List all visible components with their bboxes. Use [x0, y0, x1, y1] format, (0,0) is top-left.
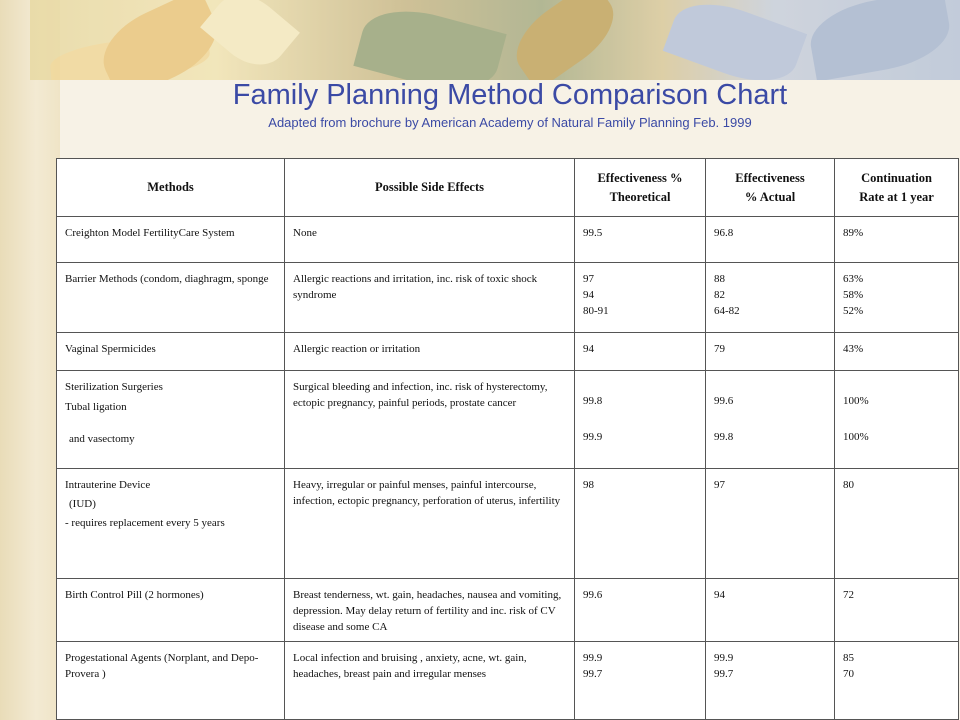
continuation-cell: 80: [835, 469, 959, 579]
actual-cell: 94: [706, 579, 835, 642]
method-cell: Progestational Agents (Norplant, and Depo-Provera ): [57, 642, 285, 720]
header-continuation-rate: Continuation Rate at 1 year: [835, 159, 959, 217]
header-effectiveness-actual: Effectiveness % Actual: [706, 159, 835, 217]
table-row: [57, 333, 959, 371]
side-effects-cell: None: [285, 217, 575, 263]
method-cell: Intrauterine Device (IUD) - requires replacement every 5 years: [57, 469, 285, 579]
continuation-cell: 89%: [835, 217, 959, 263]
table-header-row: [57, 159, 959, 217]
actual-cell: 97: [706, 469, 835, 579]
theoretical-cell: 97 94 80-91: [575, 263, 706, 333]
method-cell: Barrier Methods (condom, diaghragm, sponge: [57, 263, 285, 333]
actual-cell: 96.8: [706, 217, 835, 263]
header-side-effects: Possible Side Effects: [285, 159, 575, 217]
page-subtitle: Adapted from brochure by American Academy of Natural Family Planning Feb. 1999: [268, 115, 752, 130]
theoretical-cell: 94: [575, 333, 706, 371]
actual-cell: 79: [706, 333, 835, 371]
side-effects-cell: Surgical bleeding and infection, inc. risk of hysterectomy, ectopic pregnancy, painful periods, prostate cancer: [285, 371, 575, 469]
side-effects-cell: Allergic reaction or irritation: [285, 333, 575, 371]
theoretical-cell: 98: [575, 469, 706, 579]
left-paper-strip: [0, 0, 60, 720]
table-row: [57, 371, 959, 469]
continuation-cell: 63% 58% 52%: [835, 263, 959, 333]
continuation-cell: 85 70: [835, 642, 959, 720]
method-cell: Sterilization Surgeries Tubal ligation and vasectomy: [57, 371, 285, 469]
header-effectiveness-theoretical: Effectiveness % Theoretical: [575, 159, 706, 217]
page-title: Family Planning Method Comparison Chart: [232, 79, 788, 111]
table-row: [57, 263, 959, 333]
theoretical-cell: 99.9 99.7: [575, 642, 706, 720]
actual-cell: 99.6 99.8: [706, 371, 835, 469]
header-methods: Methods: [57, 159, 285, 217]
table-row: [57, 469, 959, 579]
side-effects-cell: Local infection and bruising , anxiety, acne, wt. gain, headaches, breast pain and irregular menses: [285, 642, 575, 720]
actual-cell: 88 82 64-82: [706, 263, 835, 333]
continuation-cell: 72: [835, 579, 959, 642]
theoretical-cell: 99.6: [575, 579, 706, 642]
theoretical-cell: 99.8 99.9: [575, 371, 706, 469]
method-cell: Creighton Model FertilityCare System: [57, 217, 285, 263]
theoretical-cell: 99.5: [575, 217, 706, 263]
actual-cell: 99.9 99.7: [706, 642, 835, 720]
side-effects-cell: Heavy, irregular or painful menses, painful intercourse, infection, ectopic pregnancy, perforation of uterus, infertility: [285, 469, 575, 579]
side-effects-cell: Breast tenderness, wt. gain, headaches, nausea and vomiting, depression. May delay return of fertility and inc. risk of CV disease and some CA: [285, 579, 575, 642]
method-cell: Vaginal Spermicides: [57, 333, 285, 371]
side-effects-cell: Allergic reactions and irritation, inc. risk of toxic shock syndrome: [285, 263, 575, 333]
table-row: [57, 642, 959, 720]
comparison-table: [56, 158, 959, 720]
continuation-cell: 100% 100%: [835, 371, 959, 469]
decorative-leaf-banner: [30, 0, 960, 80]
continuation-cell: 43%: [835, 333, 959, 371]
method-cell: Birth Control Pill (2 hormones): [57, 579, 285, 642]
table-row: [57, 217, 959, 263]
table-row: [57, 579, 959, 642]
